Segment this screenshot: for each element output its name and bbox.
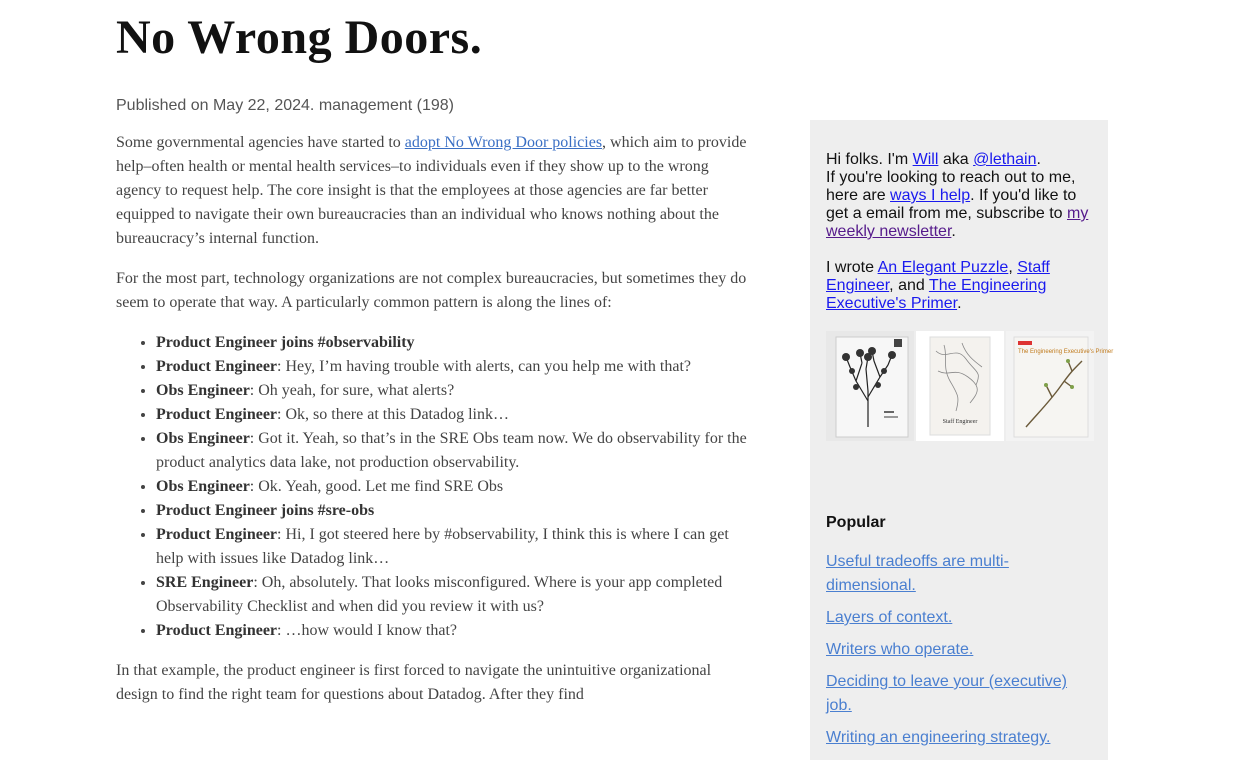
book-cover-staff-engineer[interactable] xyxy=(916,331,1004,441)
list-item xyxy=(826,550,1096,598)
popular-link[interactable]: Deciding to leave your (executive) job. xyxy=(826,673,1068,714)
intro-text: . xyxy=(951,223,956,240)
sidebar xyxy=(810,120,1114,760)
intro-text: If you're looking to reach out to me, here are xyxy=(826,169,1076,204)
branch-icon xyxy=(1006,331,1114,441)
list-item xyxy=(826,638,1096,662)
post-meta xyxy=(116,95,454,117)
speaker: Product Engineer xyxy=(156,622,278,639)
popular-list xyxy=(826,550,1096,758)
list-item xyxy=(156,427,748,475)
paragraph-text: , which aim to provide help–often health or mental health services–to individuals even if they show up to the wrong agency to request help. The core insight is that the employees at those agencies are far better equipped to navigate their own bureaucracies than an individual who knows nothing about the bureaucracy’s internal function. xyxy=(116,134,747,247)
speaker: Product Engineer xyxy=(156,358,278,375)
intro-paragraph xyxy=(826,151,1096,241)
books-paragraph xyxy=(826,259,1096,313)
list-item xyxy=(156,475,748,499)
speaker: Obs Engineer xyxy=(156,478,250,495)
popular-link[interactable]: Writers who operate. xyxy=(826,641,974,658)
popular-link[interactable]: Writing an engineering strategy. xyxy=(826,729,1051,746)
line-text: : Ok, so there at this Datadog link… xyxy=(277,406,509,423)
list-item xyxy=(156,403,748,427)
no-wrong-door-policy-link[interactable]: adopt No Wrong Door policies xyxy=(404,134,603,151)
speaker: Obs Engineer xyxy=(156,430,250,447)
speaker: SRE Engineer xyxy=(156,574,254,591)
popular-heading: Popular xyxy=(826,514,886,531)
article-body xyxy=(116,131,748,723)
list-item xyxy=(826,670,1096,718)
engineering-executives-primer-link[interactable]: The Engineering Executive's Primer xyxy=(826,277,1047,312)
line-text: : …how would I know that? xyxy=(277,622,458,639)
book-cover-title: Staff Engineer xyxy=(942,419,978,425)
list-item xyxy=(156,355,748,379)
books-text: , and xyxy=(889,277,929,294)
list-item xyxy=(156,379,748,403)
paragraph-2: For the most part, technology organizations are not complex bureaucracies, but sometimes they do seem to operate that way. A particularly common pattern is along the lines of: xyxy=(116,270,747,311)
book-cover-title: The Engineering Executive's Primer xyxy=(1018,349,1114,355)
list-item xyxy=(156,499,748,523)
book-covers xyxy=(826,331,1114,441)
list-item xyxy=(156,331,748,355)
category-link[interactable]: management xyxy=(318,97,413,114)
speaker: Product Engineer xyxy=(156,406,278,423)
books-text: , xyxy=(1008,259,1018,276)
book-cover-engineering-executives-primer[interactable] xyxy=(1006,331,1114,441)
line-text: : Oh yeah, for sure, what alerts? xyxy=(249,382,455,399)
list-item xyxy=(156,523,748,571)
paragraph-3: In that example, the product engineer is first forced to navigate the unintuitive organizational design to find the right team for questions about Datadog. After they find xyxy=(116,662,712,703)
dialogue-list xyxy=(116,331,748,643)
newsletter-link[interactable]: my weekly newsletter xyxy=(826,205,1089,240)
map-icon xyxy=(916,331,1004,441)
paragraph-text: Some governmental agencies have started to xyxy=(116,134,405,151)
line-text: : Ok. Yeah, good. Let me find SRE Obs xyxy=(249,478,504,495)
line-text: : Hi, I got steered here by #observability, I think this is where I can get help with issues like Datadog link… xyxy=(156,526,729,567)
elegant-puzzle-link[interactable]: An Elegant Puzzle xyxy=(877,259,1009,276)
tree-icon xyxy=(826,331,914,441)
list-item xyxy=(826,726,1096,750)
paragraph-1 xyxy=(116,131,748,251)
popular-link[interactable]: Useful tradeoffs are multi-dimensional. xyxy=(826,553,1009,594)
staff-engineer-link[interactable]: Staff Engineer xyxy=(826,259,1050,294)
ways-i-help-link[interactable]: ways I help xyxy=(890,187,971,204)
line-text: : Oh, absolutely. That looks misconfigured. Where is your app completed Observability Checklist and when did you review it with us? xyxy=(156,574,723,615)
speaker: Product Engineer joins #sre-obs xyxy=(156,502,375,519)
book-cover-elegant-puzzle[interactable] xyxy=(826,331,914,441)
sidebar-intro xyxy=(826,151,1114,441)
page-title: No Wrong Doors. xyxy=(116,11,483,64)
popular-link[interactable]: Layers of context. xyxy=(826,609,953,626)
list-item xyxy=(156,619,748,643)
books-text: I wrote xyxy=(826,259,878,276)
lethain-handle-link[interactable]: @lethain xyxy=(973,151,1037,168)
list-item xyxy=(156,571,748,619)
line-text: : Got it. Yeah, so that’s in the SRE Obs team now. We do observability for the product analytics data lake, not production observability. xyxy=(156,430,747,471)
speaker: Obs Engineer xyxy=(156,382,250,399)
category-count: (198) xyxy=(412,97,454,114)
will-link[interactable]: Will xyxy=(912,151,939,168)
intro-text: aka xyxy=(938,151,974,168)
intro-text: Hi folks. I'm xyxy=(826,151,913,168)
speaker: Product Engineer joins #observability xyxy=(156,334,415,351)
intro-text: . If you'd like to get a email from me, subscribe to xyxy=(826,187,1077,222)
intro-text: . xyxy=(1036,151,1041,168)
books-text: . xyxy=(957,295,962,312)
list-item xyxy=(826,606,1096,630)
speaker: Product Engineer xyxy=(156,526,278,543)
line-text: : Hey, I’m having trouble with alerts, can you help me with that? xyxy=(277,358,691,375)
publish-date: Published on May 22, 2024. xyxy=(116,97,319,114)
